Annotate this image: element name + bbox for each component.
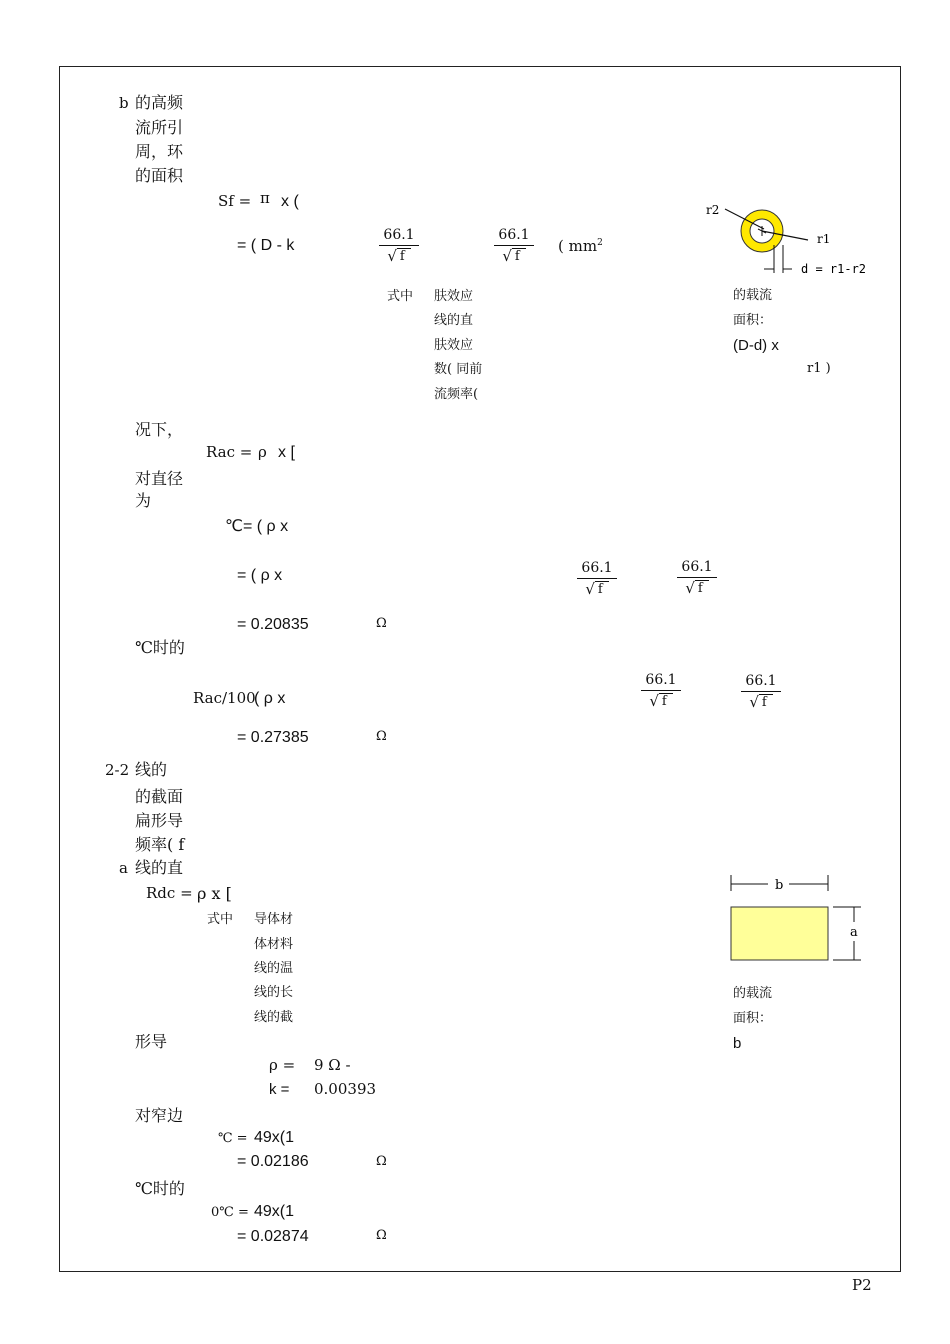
ring-note-line: 面积： (733, 313, 773, 328)
where-item: 数( 同前 (434, 362, 483, 377)
fraction-radicand: f (595, 581, 609, 598)
conductor-rect (731, 907, 828, 960)
section-b-line: 的面积 (135, 166, 184, 185)
result-1: = 0.20835 (237, 616, 309, 633)
fraction (494, 227, 534, 266)
diameter-line: 对直径 (135, 469, 184, 488)
where-item-2: 线的温 (254, 961, 294, 976)
section-22-line: 的截面 (135, 787, 184, 806)
rac-lhs: Rac = (206, 443, 253, 461)
section-b-line: 的高频 (135, 93, 184, 112)
ohm-unit: Ω (376, 1228, 387, 1243)
rect-note-line: 面积： (733, 1011, 773, 1026)
section-a-marker: a (119, 859, 128, 877)
page-number: P2 (852, 1276, 872, 1294)
ring-diagram (700, 195, 875, 285)
section-a-line: 线的直 (135, 858, 184, 877)
rac100-rest: ( ρ x (254, 690, 286, 707)
radical-icon: √ (685, 579, 695, 597)
ring-note-formula: (D-d) x (733, 337, 779, 354)
ohm-unit: Ω (376, 1154, 387, 1169)
radical-icon: √ (387, 247, 397, 265)
fraction-radicand: f (512, 248, 526, 265)
where-item: 流频率( (434, 387, 479, 402)
label-b: b (775, 878, 784, 893)
label-d: d = r1-r2 (801, 262, 867, 276)
result-3: = 0.02186 (237, 1153, 309, 1170)
sf-line2: = ( D - k (237, 237, 295, 254)
fraction (677, 559, 717, 598)
where-item-2: 导体材 (254, 912, 294, 927)
fraction (577, 560, 617, 599)
unit-mm: ( $mm^2$ (558, 237, 603, 255)
pi-symbol: π (260, 189, 270, 207)
label-r1: r1 (817, 232, 831, 246)
result-4: = 0.02874 (237, 1228, 309, 1245)
section-b-line: 周，环 (135, 142, 184, 161)
c-line-rest: 49x(1 (254, 1129, 295, 1146)
fraction-numerator: 66.1 (494, 227, 534, 246)
section-b-line: 流所引 (135, 118, 184, 137)
rect-note-line: 的载流 (733, 986, 773, 1001)
radical-icon: √ (502, 247, 512, 265)
result-2: = 0.27385 (237, 729, 309, 746)
sf-lhs: Sf = (218, 192, 252, 210)
rho-value: 9 Ω - (314, 1056, 351, 1074)
rdc-lhs: Rdc = (146, 884, 193, 902)
radical-icon: √ (585, 580, 595, 598)
fraction (641, 672, 681, 711)
where-label-2: 式中 (207, 912, 234, 927)
rac-rest: x [ (278, 444, 295, 461)
section-22-marker: 2-2 (105, 761, 130, 779)
sf-rest: x ( (281, 193, 299, 210)
eq2: = ( ρ x (237, 567, 283, 584)
where-item-2: 体材料 (254, 937, 294, 952)
where-item-2: 线的长 (254, 985, 294, 1000)
ring-note-line: 的载流 (733, 288, 773, 303)
fraction-radicand: f (759, 694, 773, 711)
where-label: 式中 (387, 289, 414, 304)
where-item: 线的直 (434, 313, 474, 328)
rect-diagram (725, 872, 870, 967)
rdc-rest: ρ x [ (197, 884, 232, 903)
ohm-unit: Ω (376, 729, 387, 744)
k-value: 0.00393 (314, 1080, 377, 1098)
at-c-label: ℃时的 (135, 638, 185, 657)
c-line-lhs: ℃ = (218, 1131, 248, 1146)
shape-label: 形导 (135, 1032, 168, 1051)
rac100-lhs: Rac/100 (193, 689, 256, 707)
fraction-radicand: f (695, 580, 709, 597)
rho-label: ρ = (269, 1056, 296, 1074)
c0-line-rest: 49x(1 (254, 1203, 295, 1220)
rect-note-formula: b (733, 1035, 742, 1052)
k-label: k = (269, 1081, 290, 1098)
fraction (741, 673, 781, 712)
where-item: 肤效应 (434, 338, 474, 353)
diameter-line: 为 (135, 491, 152, 510)
section-22-line: 扁形导 (135, 811, 184, 830)
ohm-unit: Ω (376, 616, 387, 631)
at-c-label-2: ℃时的 (135, 1179, 185, 1198)
fraction-numerator: 66.1 (677, 559, 717, 578)
section-22-line: 频率( f (135, 835, 185, 854)
section-22-line: 线的 (135, 760, 168, 779)
c0-line-lhs: 0℃ = (211, 1205, 249, 1220)
fraction-numerator: 66.1 (741, 673, 781, 692)
label-r2: r2 (706, 203, 720, 217)
c-eq: ℃= ( ρ x (225, 518, 289, 535)
fraction-numerator: 66.1 (641, 672, 681, 691)
fraction-radicand: f (397, 248, 411, 265)
radical-icon: √ (649, 692, 659, 710)
fraction-numerator: 66.1 (577, 560, 617, 579)
rho-symbol: ρ (258, 443, 267, 461)
narrow-label: 对窄边 (135, 1106, 184, 1125)
where-item-2: 线的截 (254, 1010, 294, 1025)
fraction (379, 227, 419, 266)
fraction-radicand: f (659, 693, 673, 710)
ring-note-tail: r1 ) (807, 361, 831, 376)
where-item: 肤效应 (434, 289, 474, 304)
rac-intro: 况下， (135, 420, 184, 439)
section-b-marker: b (119, 94, 129, 112)
radical-icon: √ (749, 693, 759, 711)
fraction-numerator: 66.1 (379, 227, 419, 246)
label-a: a (850, 925, 858, 940)
